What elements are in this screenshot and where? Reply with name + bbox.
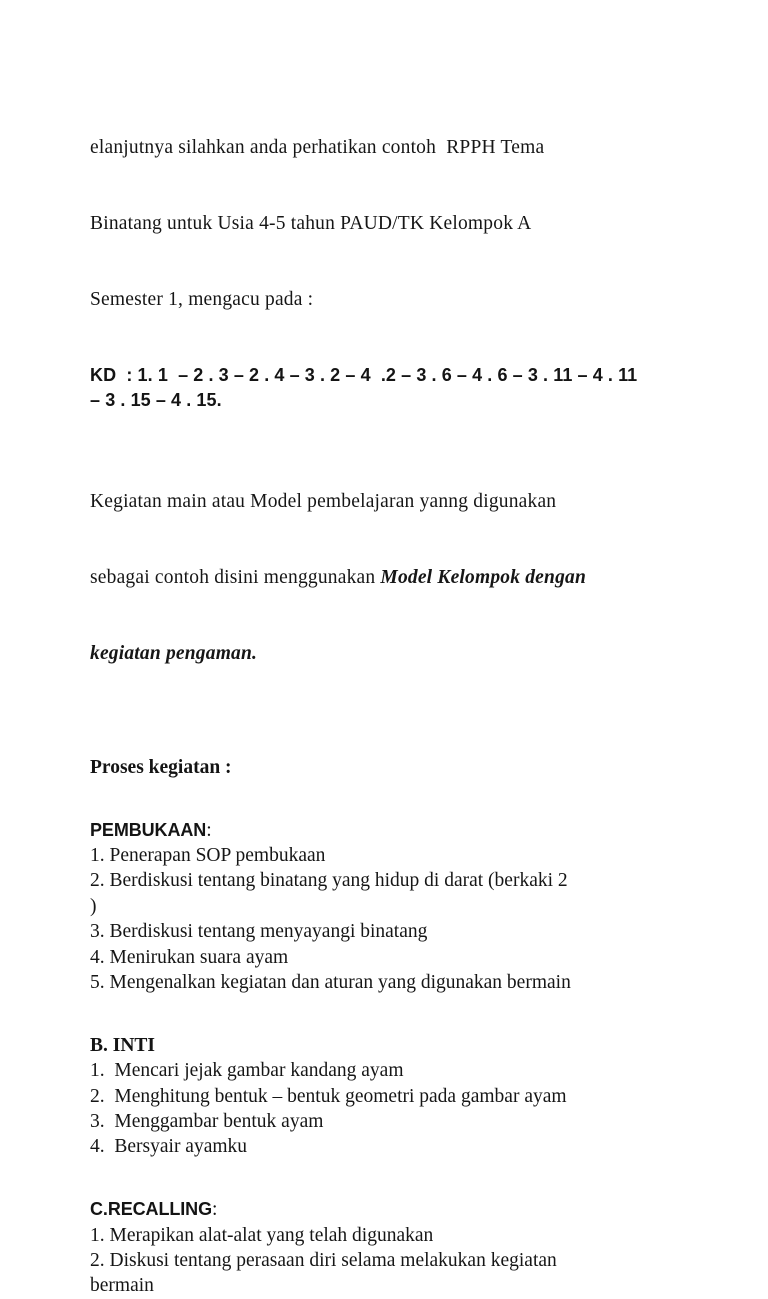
list-item: ) xyxy=(90,895,97,917)
spacer-after-proses-extra xyxy=(90,806,680,818)
intro-line-1: elanjutnya silahkan anda perhatikan contoh RPPH Tema xyxy=(90,136,545,158)
document-body xyxy=(90,84,680,1299)
section-heading-pembukaan xyxy=(90,818,680,843)
list-item: 3. Menggambar bentuk ayam xyxy=(90,1110,324,1132)
section-heading-recalling-text: C.RECALLING xyxy=(90,1199,213,1220)
section-heading-pembukaan-text: PEMBUKAAN xyxy=(90,819,207,840)
list-item: 4. Menirukan suara ayam xyxy=(90,946,289,968)
section-recalling xyxy=(90,1197,680,1299)
list-item: 3. Berdiskusi tentang menyayangi binatang xyxy=(90,921,428,943)
model-emphasis-1: Model Kelompok dengan xyxy=(380,566,587,588)
list-item: bermain xyxy=(90,1275,154,1297)
model-line-1: Kegiatan main atau Model pembelajaran yanng digunakan xyxy=(90,490,557,512)
intro-line-2: Binatang untuk Usia 4-5 tahun PAUD/TK Kelompok A xyxy=(90,213,532,235)
list-item: 1. Merapikan alat-alat yang telah digunakan xyxy=(90,1224,434,1246)
model-line-2 xyxy=(90,565,680,590)
spacer-after-kd xyxy=(90,412,680,437)
section-heading-recalling xyxy=(90,1197,680,1222)
list-item: 5. Mengenalkan kegiatan dan aturan yang digunakan bermain xyxy=(90,971,571,993)
list-item: 2. Berdiskusi tentang binatang yang hidup di darat (berkaki 2 xyxy=(90,870,568,892)
spacer-before-recalling-extra xyxy=(90,1185,680,1197)
spacer-before-recalling xyxy=(90,1160,680,1185)
list-item: 1. Penerapan SOP pembukaan xyxy=(90,844,326,866)
kd-line-2: – 3 . 15 – 4 . 15. xyxy=(90,389,222,410)
model-line-2-plain: sebagai contoh disini menggunakan xyxy=(90,566,381,588)
model-paragraph xyxy=(90,438,680,717)
spacer-before-inti xyxy=(90,995,680,1020)
list-item: 2. Diskusi tentang perasaan diri selama melakukan kegiatan xyxy=(90,1249,557,1271)
spacer-before-proses xyxy=(90,717,680,742)
list-item: 1. Mencari jejak gambar kandang ayam xyxy=(90,1060,404,1082)
list-item: 2. Menghitung bentuk – bentuk geometri pada gambar ayam xyxy=(90,1085,567,1107)
section-pembukaan xyxy=(90,818,680,996)
section-heading-pembukaan-colon: : xyxy=(206,819,212,841)
model-emphasis-2: kegiatan pengaman. xyxy=(90,643,258,665)
spacer-after-proses xyxy=(90,780,680,805)
list-item: 4. Bersyair ayamku xyxy=(90,1136,248,1158)
kd-line-1: KD : 1. 1 – 2 . 3 – 2 . 4 – 3 . 2 – 4 .2 – 3 . 6 – 4 . 6 – 3 . 11 – 4 . 11 xyxy=(90,365,638,386)
proses-kegiatan-heading: Proses kegiatan : xyxy=(90,756,232,778)
spacer-before-proses-extra xyxy=(90,743,680,755)
section-heading-recalling-colon: : xyxy=(212,1199,218,1221)
section-inti xyxy=(90,1033,680,1160)
intro-line-3: Semester 1, mengacu pada : xyxy=(90,289,314,311)
section-heading-inti: B. INTI xyxy=(90,1034,156,1056)
spacer-before-inti-extra xyxy=(90,1021,680,1033)
kd-block xyxy=(90,363,680,412)
intro-paragraph xyxy=(90,84,680,363)
